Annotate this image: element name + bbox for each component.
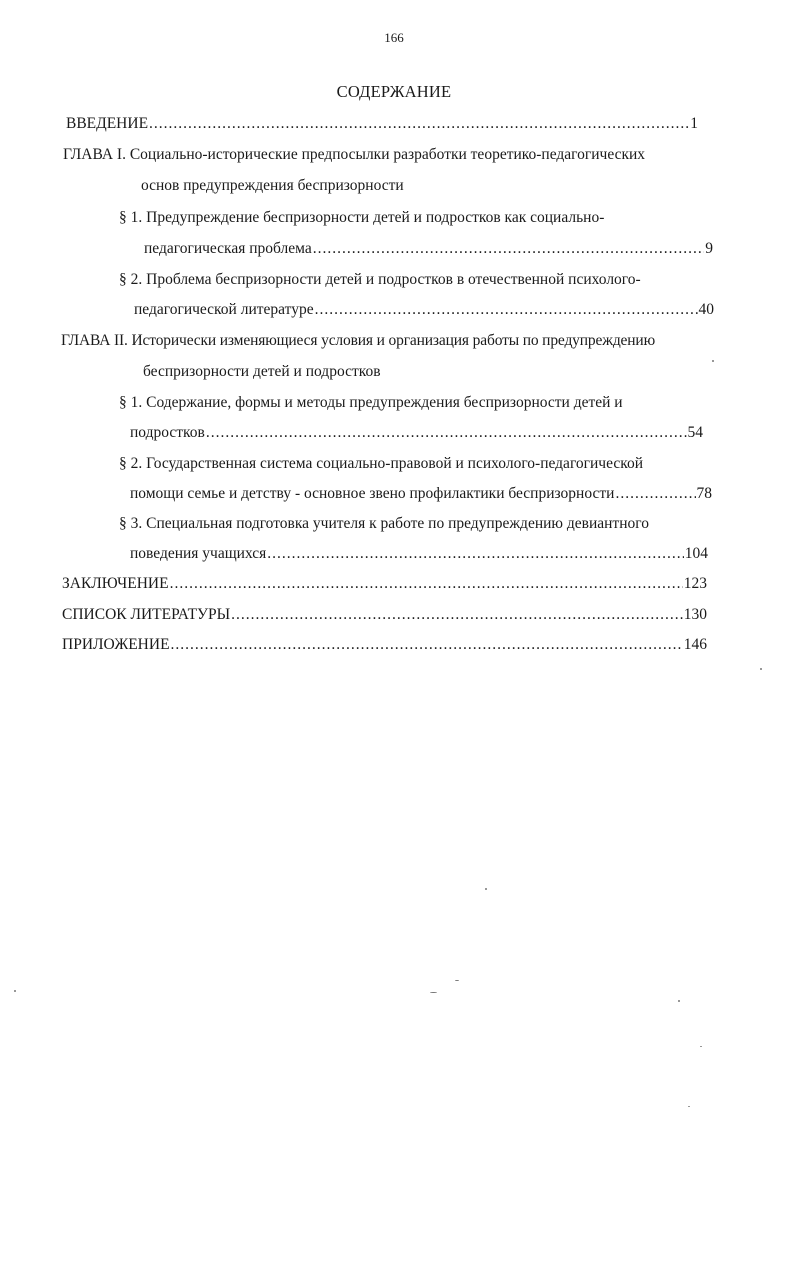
- toc-entry-appendix: [62, 635, 707, 655]
- chapter-2-section-2: § 2. Государственная система социально-правовой и психолого-педагогической: [119, 455, 644, 472]
- scan-speck: [14, 990, 16, 992]
- dot-leader: [170, 574, 683, 594]
- toc-entry-ch2-s1: [130, 423, 703, 443]
- dot-leader: [313, 239, 705, 259]
- toc-entry-label: поведения учащихся: [130, 545, 267, 562]
- chapter-1-title-cont: основ предупреждения беспризорности: [141, 177, 404, 194]
- toc-entry-ch2-s2: [130, 484, 712, 504]
- dot-leader: [315, 300, 698, 320]
- dot-leader: [206, 423, 687, 443]
- toc-entry-label: подростков: [130, 424, 205, 441]
- dot-leader: [231, 605, 683, 625]
- chapter-1-section-1: § 1. Предупреждение беспризорности детей и подростков как социально-: [119, 209, 605, 226]
- toc-entry-label: помощи семье и детству - основное звено профилактики беспризорности: [130, 485, 615, 502]
- toc-entry-page: 1: [690, 115, 698, 132]
- toc-entry-label: СПИСОК ЛИТЕРАТУРЫ: [62, 606, 231, 623]
- toc-entry-label: ВВЕДЕНИЕ: [66, 115, 149, 132]
- toc-entry-page: 9: [705, 240, 713, 257]
- chapter-2-section-3: § 3. Специальная подготовка учителя к работе по предупреждению девиантного: [119, 515, 649, 532]
- toc-entry-conclusion: [62, 574, 707, 594]
- scan-speck: [430, 992, 437, 993]
- toc-entry-references: [62, 605, 707, 625]
- dot-leader: [267, 544, 683, 564]
- chapter-1-section-2: § 2. Проблема беспризорности детей и подростков в отечественной психолого-: [119, 271, 641, 288]
- page-number: 166: [384, 30, 404, 45]
- dot-leader: [615, 484, 695, 504]
- toc-entry-ch1-s2: [134, 300, 714, 320]
- toc-title: СОДЕРЖАНИЕ: [336, 82, 452, 101]
- scan-speck: [760, 668, 762, 670]
- scan-speck: [485, 888, 487, 890]
- scan-speck: [678, 1000, 680, 1002]
- toc-entry-page: 40: [698, 301, 714, 318]
- toc-entry-label: ПРИЛОЖЕНИЕ: [62, 636, 170, 653]
- chapter-2-title: ГЛАВА II. Исторически изменяющиеся условия и организация работы по предупреждению: [61, 332, 656, 349]
- scan-speck: [712, 360, 714, 362]
- toc-entry-page: 78: [696, 485, 712, 502]
- toc-entry-page: 130: [683, 606, 707, 623]
- toc-entry-page: 104: [684, 545, 708, 562]
- chapter-2-title-cont: беспризорности детей и подростков: [143, 363, 381, 380]
- toc-entry-label: педагогической литературе: [134, 301, 314, 318]
- dot-leader: [171, 635, 683, 655]
- scan-speck: [688, 1106, 690, 1107]
- toc-entry-page: 54: [687, 424, 703, 441]
- scan-speck: [700, 1046, 702, 1047]
- toc-entry-label: педагогическая проблема: [144, 240, 312, 257]
- chapter-1-title: ГЛАВА I. Социально-исторические предпосылки разработки теоретико-педагогических: [63, 146, 646, 163]
- scan-speck: [455, 980, 459, 981]
- toc-entry-intro: [66, 114, 698, 134]
- toc-entry-ch2-s3: [130, 544, 708, 564]
- toc-entry-ch1-s1: [144, 239, 713, 259]
- toc-entry-label: ЗАКЛЮЧЕНИЕ: [62, 575, 169, 592]
- chapter-2-section-1: § 1. Содержание, формы и методы предупреждения беспризорности детей и: [119, 394, 623, 411]
- toc-entry-page: 123: [683, 575, 707, 592]
- dot-leader: [149, 114, 689, 134]
- toc-entry-page: 146: [683, 636, 707, 653]
